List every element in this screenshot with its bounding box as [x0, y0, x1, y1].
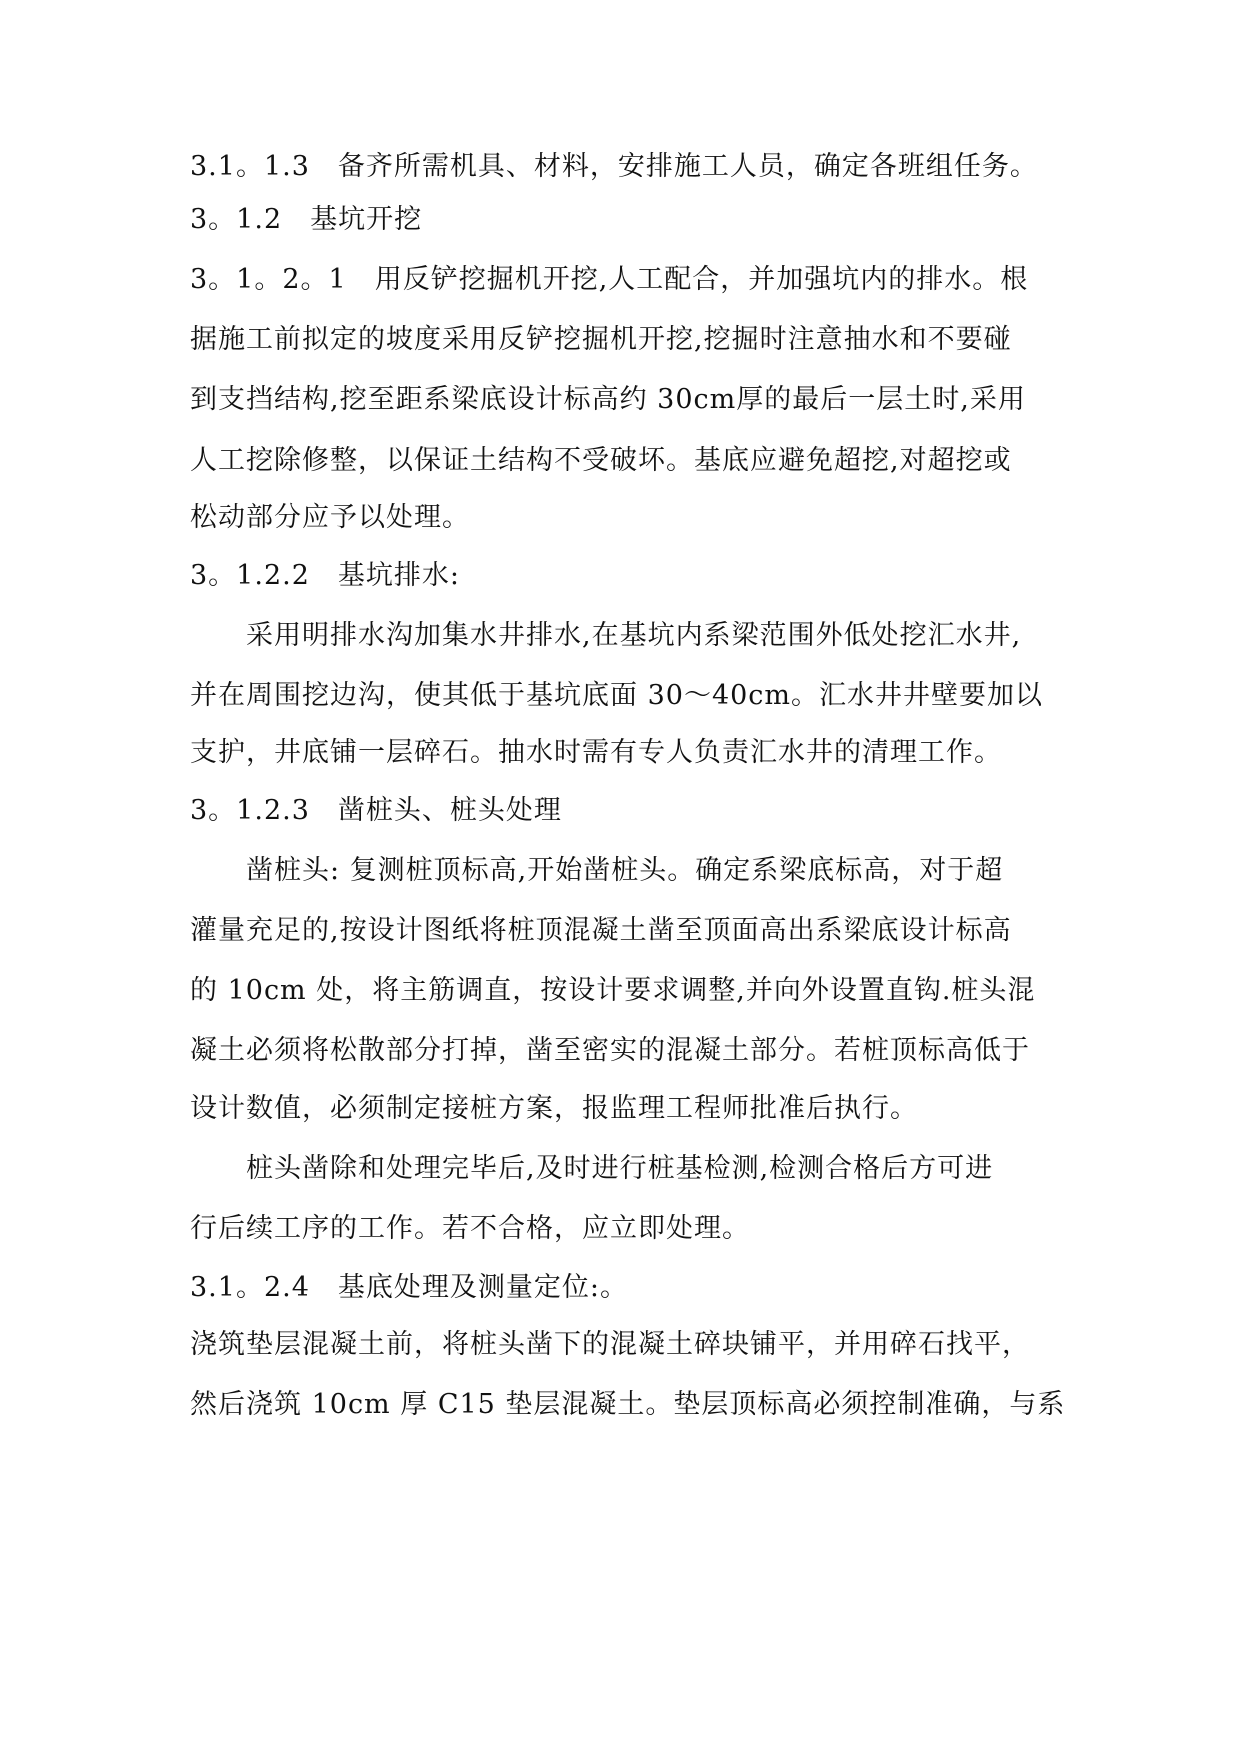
text-line-1: 3.1。1.3 备齐所需机具、材料，安排施工人员，确定各班组任务。 — [190, 151, 1038, 182]
text-line-4: 据施工前拟定的坡度采用反铲挖掘机开挖,挖掘时注意抽水和不要碰 — [190, 324, 1012, 355]
text-line-6: 人工挖除修整，以保证土结构不受破坏。基底应避免超挖,对超挖或 — [190, 445, 1012, 476]
text-line-17: 设计数值，必须制定接桩方案，报监理工程师批准后执行。 — [190, 1093, 918, 1124]
text-line-10: 并在周围挖边沟，使其低于基坑底面 30～40cm。汇水井井壁要加以 — [190, 680, 1044, 711]
text-line-13: 凿桩头: 复测桩顶标高,开始凿桩头。确定系梁底标高，对于超 — [246, 855, 1004, 886]
text-line-15: 的 10cm 处，将主筋调直，按设计要求调整,并向外设置直钩.桩头混 — [190, 975, 1036, 1006]
text-line-16: 凝土必须将松散部分打掉，凿至密实的混凝土部分。若桩顶标高低于 — [190, 1035, 1030, 1066]
text-line-19: 行后续工序的工作。若不合格，应立即处理。 — [190, 1213, 750, 1244]
text-line-21: 浇筑垫层混凝土前，将桩头凿下的混凝土碎块铺平，并用碎石找平， — [190, 1329, 1030, 1360]
text-line-5: 到支挡结构,挖至距系梁底设计标高约 30cm厚的最后一层土时,采用 — [190, 384, 1026, 415]
section-heading-3-1-2-3: 3。1.2.3 凿桩头、桩头处理 — [190, 795, 562, 826]
text-line-3: 3。1。2。1 用反铲挖掘机开挖,人工配合，并加强坑内的排水。根 — [190, 264, 1029, 295]
text-line-7: 松动部分应予以处理。 — [190, 502, 470, 533]
text-line-22: 然后浇筑 10cm 厚 C15 垫层混凝土。垫层顶标高必须控制准确，与系 — [190, 1389, 1066, 1420]
text-line-18: 桩头凿除和处理完毕后,及时进行桩基检测,检测合格后方可进 — [246, 1153, 994, 1184]
section-heading-3-1-2: 3。1.2 基坑开挖 — [190, 204, 423, 235]
text-line-11: 支护，井底铺一层碎石。抽水时需有专人负责汇水井的清理工作。 — [190, 737, 1002, 768]
section-heading-3-1-2-2: 3。1.2.2 基坑排水: — [190, 560, 460, 591]
text-line-14: 灌量充足的,按设计图纸将桩顶混凝土凿至顶面高出系梁底设计标高 — [190, 915, 1012, 946]
section-heading-3-1-2-4: 3.1。2.4 基底处理及测量定位:。 — [190, 1272, 628, 1303]
text-line-9: 采用明排水沟加集水井排水,在基坑内系梁范围外低处挖汇水井, — [246, 620, 1022, 651]
